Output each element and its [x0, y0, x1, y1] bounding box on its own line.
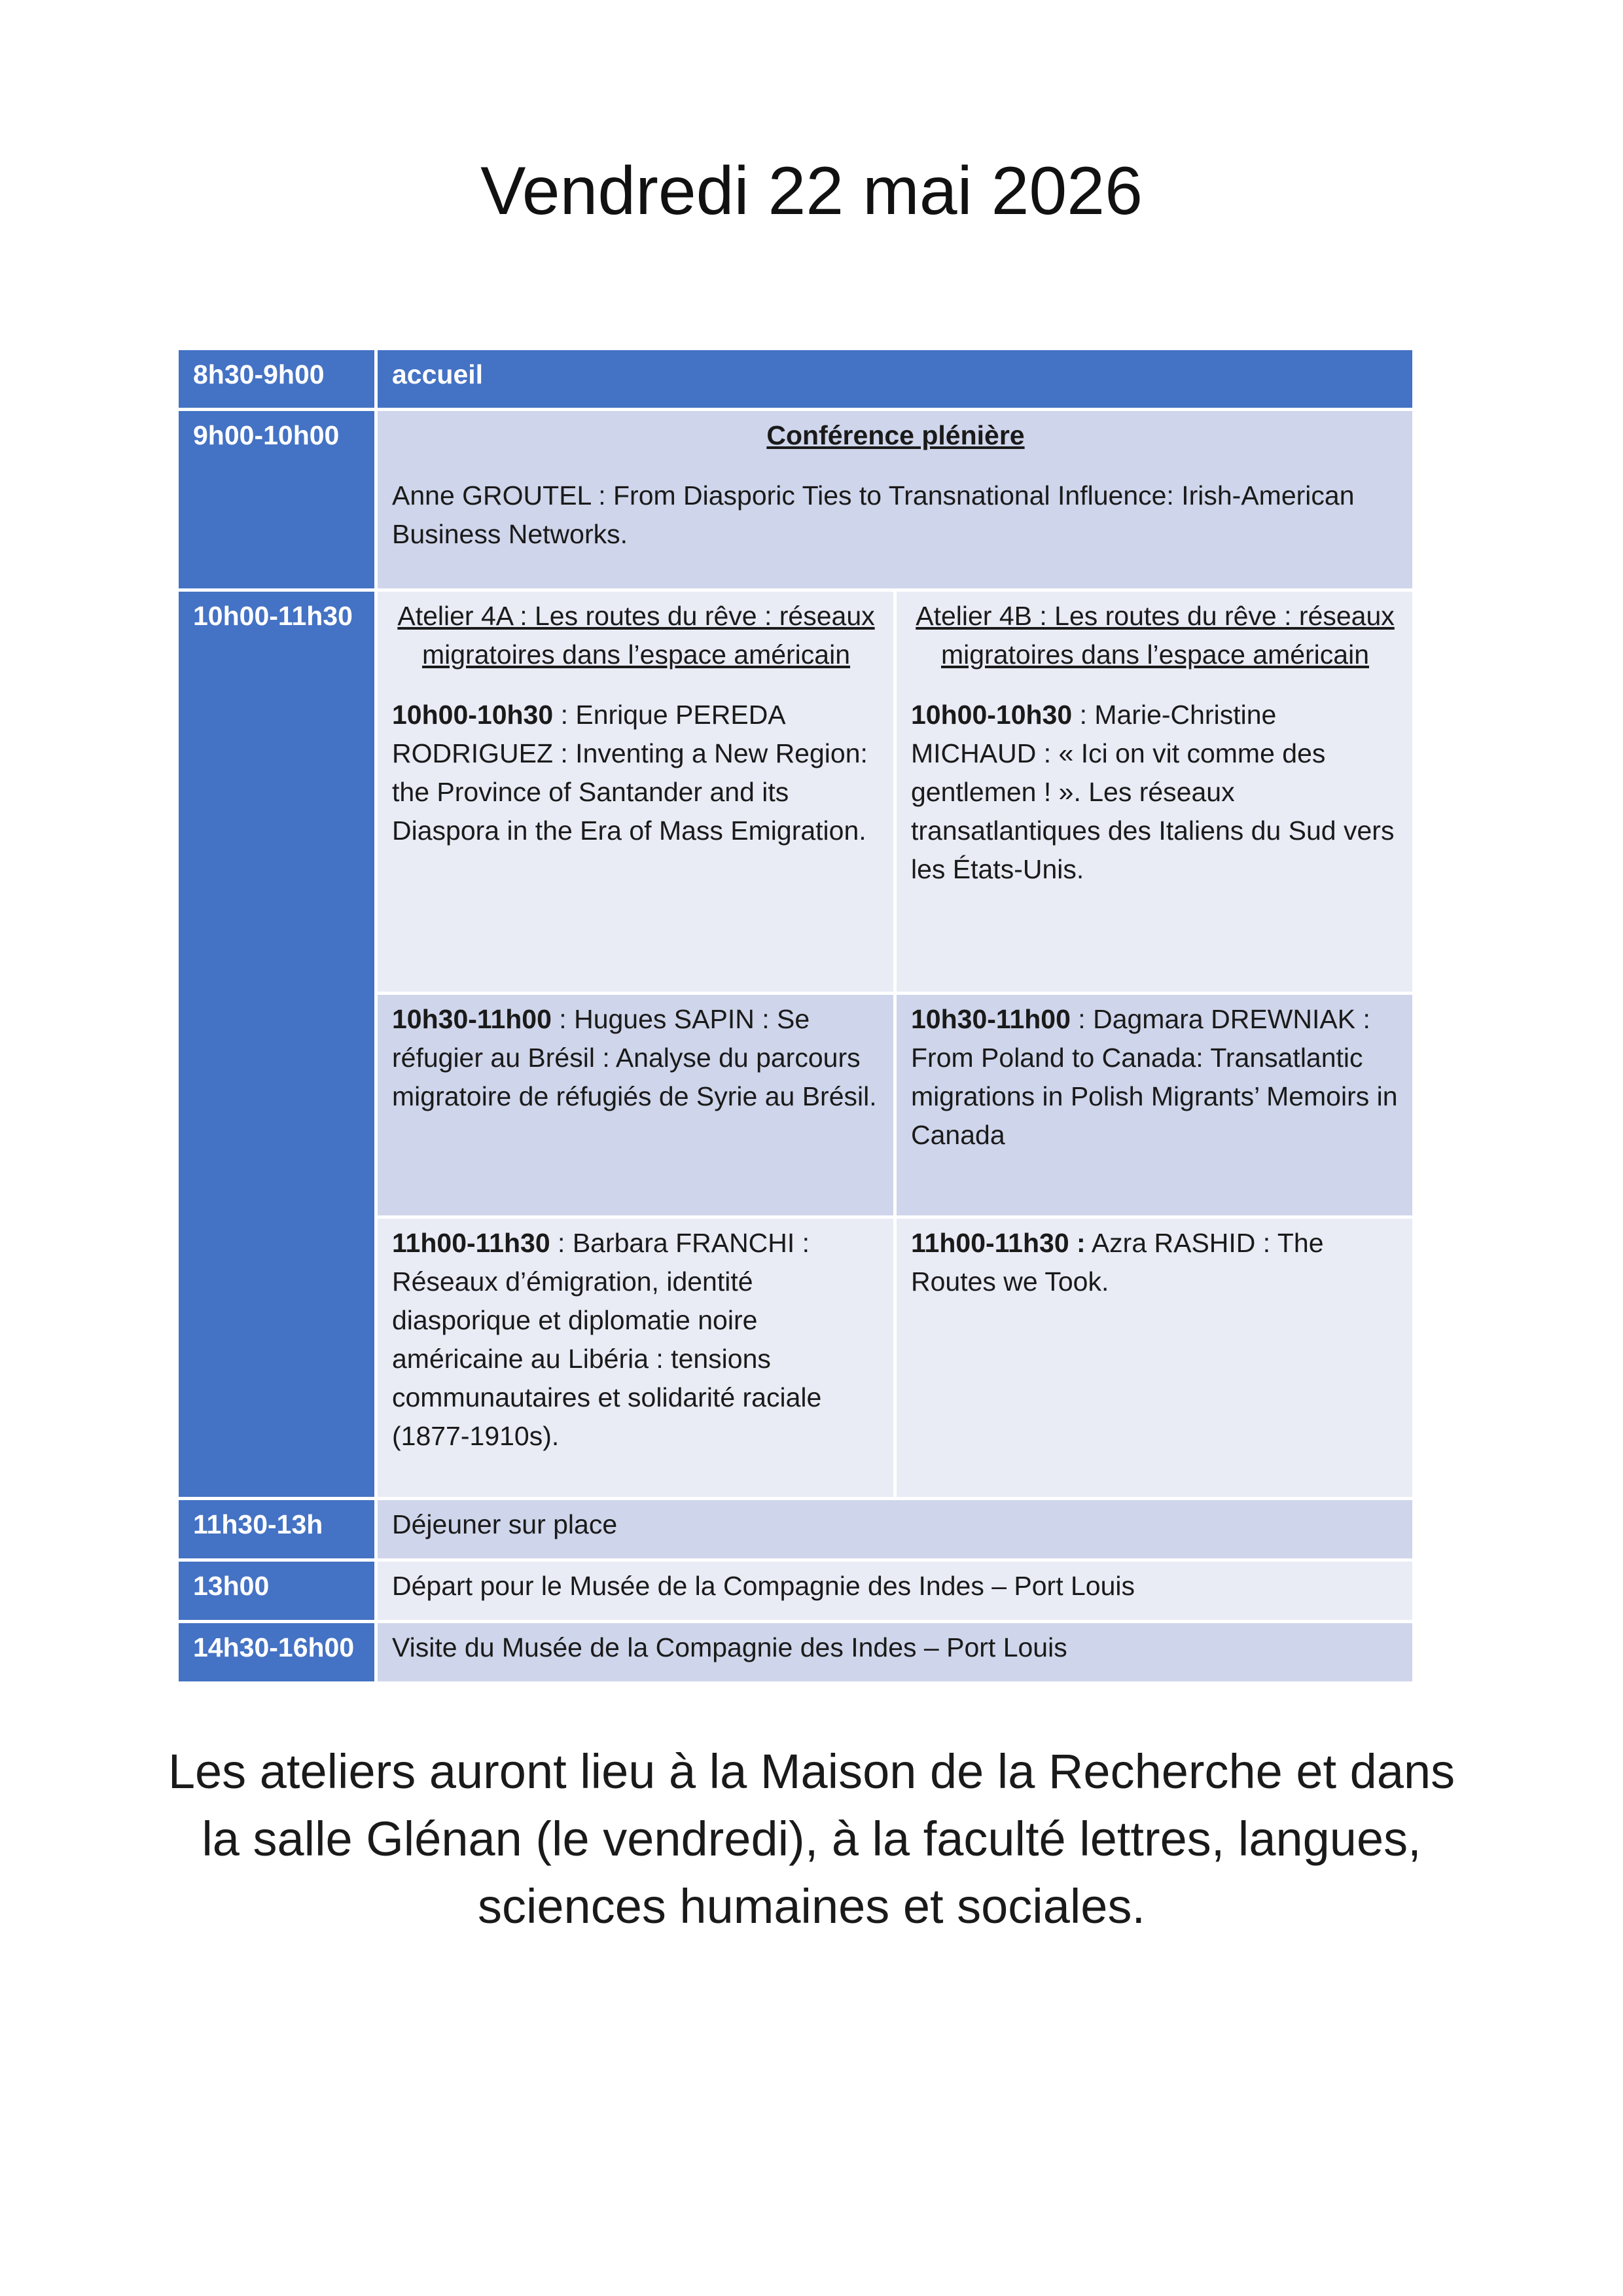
talk-time: 10h30-11h00 [911, 1004, 1071, 1034]
talk-item [911, 696, 1399, 889]
time-cell: 10h00-11h30 [177, 590, 376, 1499]
footer-note: Les ateliers auront lieu à la Maison de la Recherche et dans la salle Glénan (le vendredi), à la faculté lettres, langues, sciences humaines et sociales. [168, 1744, 1455, 1933]
page-title: Vendredi 22 mai 2026 [480, 153, 1143, 229]
talk-time: 10h00-10h30 [392, 700, 554, 730]
pleniere-text: Anne GROUTEL : From Diasporic Ties to Transnational Influence: Irish-American Business Networks. [392, 480, 1355, 549]
time-cell: 14h30-16h00 [177, 1622, 376, 1683]
time-cell: 13h00 [177, 1560, 376, 1622]
accueil-cell: accueil [376, 349, 1414, 410]
atelier-a-session-1 [376, 590, 895, 994]
table-row [177, 349, 1414, 410]
atelier-b-session-1 [895, 590, 1414, 994]
atelier-b-session-2 [895, 994, 1414, 1217]
talk-time: 11h00-11h30 : [911, 1228, 1086, 1258]
talk-text: : Barbara FRANCHI : Réseaux d’émigration, identité diasporique et diplomatie noire américaine au Libéria : tensions communautaires et solidarité raciale (1877-1910s). [392, 1228, 822, 1451]
table-row [177, 590, 1414, 994]
talk-text: : Enrique PEREDA RODRIGUEZ : Inventing a New Region: the Province of Santander and its Diaspora in the Era of Mass Emigration. [392, 700, 868, 846]
talk-item [392, 696, 880, 850]
talk-time: 10h30-11h00 [392, 1004, 552, 1034]
depart-cell: Départ pour le Musée de la Compagnie des Indes – Port Louis [376, 1560, 1414, 1622]
table-row [177, 1499, 1414, 1560]
table-row [177, 410, 1414, 590]
talk-item [392, 1000, 880, 1116]
time-cell: 8h30-9h00 [177, 349, 376, 410]
atelier-b-heading: Atelier 4B : Les routes du rêve : réseaux migratoires dans l’espace américain [916, 601, 1395, 670]
time-cell: 11h30-13h [177, 1499, 376, 1560]
talk-time: 10h00-10h30 [911, 700, 1073, 730]
talk-text: Azra RASHID : The Routes we Took. [911, 1228, 1324, 1297]
atelier-a-session-3 [376, 1217, 895, 1499]
talk-text: : Hugues SAPIN : Se réfugier au Brésil : Analyse du parcours migratoire de réfugiés de Syrie au Brésil. [392, 1004, 877, 1111]
talk-item [911, 1224, 1399, 1301]
time-cell: 9h00-10h00 [177, 410, 376, 590]
schedule-table [175, 347, 1416, 1685]
table-row [177, 1560, 1414, 1622]
talk-item [911, 1000, 1399, 1155]
talk-text: : Marie-Christine MICHAUD : « Ici on vit comme des gentlemen ! ». Les réseaux transatlantiques des Italiens du Sud vers les États-Unis. [911, 700, 1395, 884]
atelier-b-session-3 [895, 1217, 1414, 1499]
dejeuner-cell: Déjeuner sur place [376, 1499, 1414, 1560]
talk-time: 11h00-11h30 [392, 1228, 550, 1258]
table-row [177, 1622, 1414, 1683]
atelier-a-heading: Atelier 4A : Les routes du rêve : réseaux migratoires dans l’espace américain [397, 601, 875, 670]
talk-item [392, 1224, 880, 1456]
visite-cell: Visite du Musée de la Compagnie des Indes – Port Louis [376, 1622, 1414, 1683]
atelier-a-session-2 [376, 994, 895, 1217]
talk-text: : Dagmara DREWNIAK : From Poland to Canada: Transatlantic migrations in Polish Migrants’ Memoirs in Canada [911, 1004, 1398, 1150]
pleniere-heading: Conférence plénière [766, 420, 1025, 450]
pleniere-cell [376, 410, 1414, 590]
